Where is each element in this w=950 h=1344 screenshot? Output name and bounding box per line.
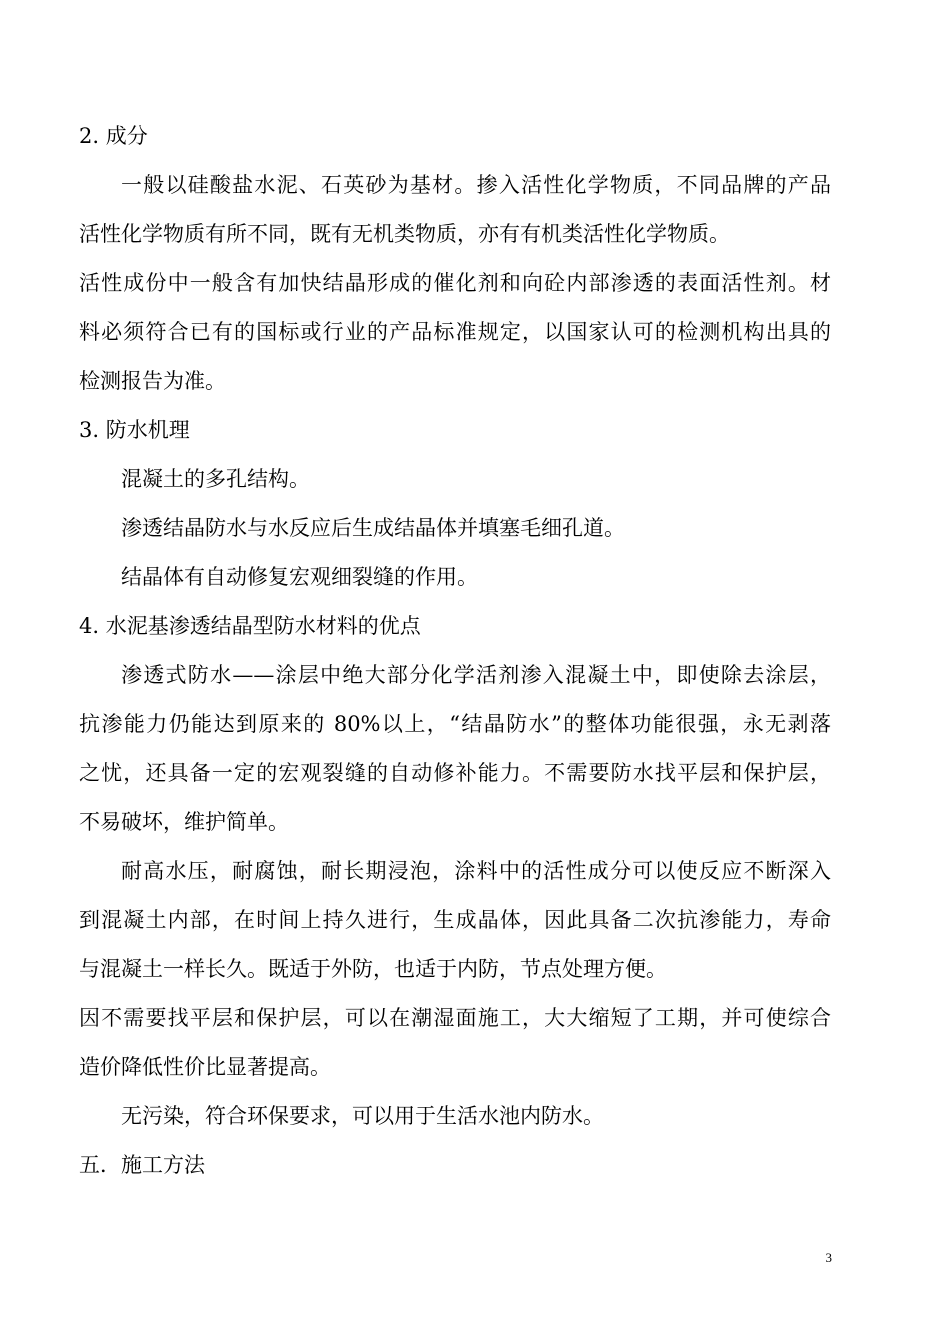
- paragraph-line: 与混凝土一样长久。既适于外防，也适于内防，节点处理方便。: [79, 957, 667, 981]
- heading-composition: 2. 成分: [79, 124, 148, 148]
- paragraph-line: 因不需要找平层和保护层，可以在潮湿面施工，大大缩短了工期，并可使综合: [79, 1006, 831, 1030]
- paragraph-line: 检测报告为准。: [79, 369, 226, 393]
- paragraph-line: 不易破坏，维护简单。: [79, 810, 289, 834]
- heading-construction-method: 五．施工方法: [79, 1153, 205, 1177]
- paragraph-line: 活性化学物质有所不同，既有无机类物质，亦有有机类活性化学物质。: [79, 222, 730, 246]
- paragraph-line: 之忧，还具备一定的宏观裂缝的自动修补能力。不需要防水找平层和保护层，: [79, 761, 831, 785]
- paragraph-line: 渗透式防水——涂层中绝大部分化学活剂渗入混凝土中，即使除去涂层，: [121, 663, 831, 687]
- paragraph-line: 到混凝土内部，在时间上持久进行，生成晶体，因此具备二次抗渗能力，寿命: [79, 908, 831, 932]
- paragraph-line: 抗渗能力仍能达到原来的 80%以上，“结晶防水”的整体功能很强，永无剥落: [79, 712, 831, 736]
- page-number: 3: [825, 1250, 832, 1265]
- paragraph-line: 结晶体有自动修复宏观细裂缝的作用。: [121, 565, 478, 589]
- heading-waterproof-mechanism: 3. 防水机理: [79, 418, 190, 442]
- paragraph-line: 活性成份中一般含有加快结晶形成的催化剂和向砼内部渗透的表面活性剂。材: [79, 271, 831, 295]
- paragraph-line: 造价降低性价比显著提高。: [79, 1055, 331, 1079]
- document-body: [79, 112, 831, 1190]
- paragraph-line: 一般以硅酸盐水泥、石英砂为基材。掺入活性化学物质，不同品牌的产品: [121, 173, 831, 197]
- paragraph-line: 混凝土的多孔结构。: [121, 467, 310, 491]
- paragraph-line: 料必须符合已有的国标或行业的产品标准规定，以国家认可的检测机构出具的: [79, 320, 831, 344]
- paragraph-line: 无污染，符合环保要求，可以用于生活水池内防水。: [121, 1104, 604, 1128]
- paragraph-line: 耐高水压，耐腐蚀，耐长期浸泡，涂料中的活性成分可以使反应不断深入: [121, 859, 831, 883]
- heading-advantages: 4. 水泥基渗透结晶型防水材料的优点: [79, 614, 421, 638]
- paragraph-line: 渗透结晶防水与水反应后生成结晶体并填塞毛细孔道。: [121, 516, 625, 540]
